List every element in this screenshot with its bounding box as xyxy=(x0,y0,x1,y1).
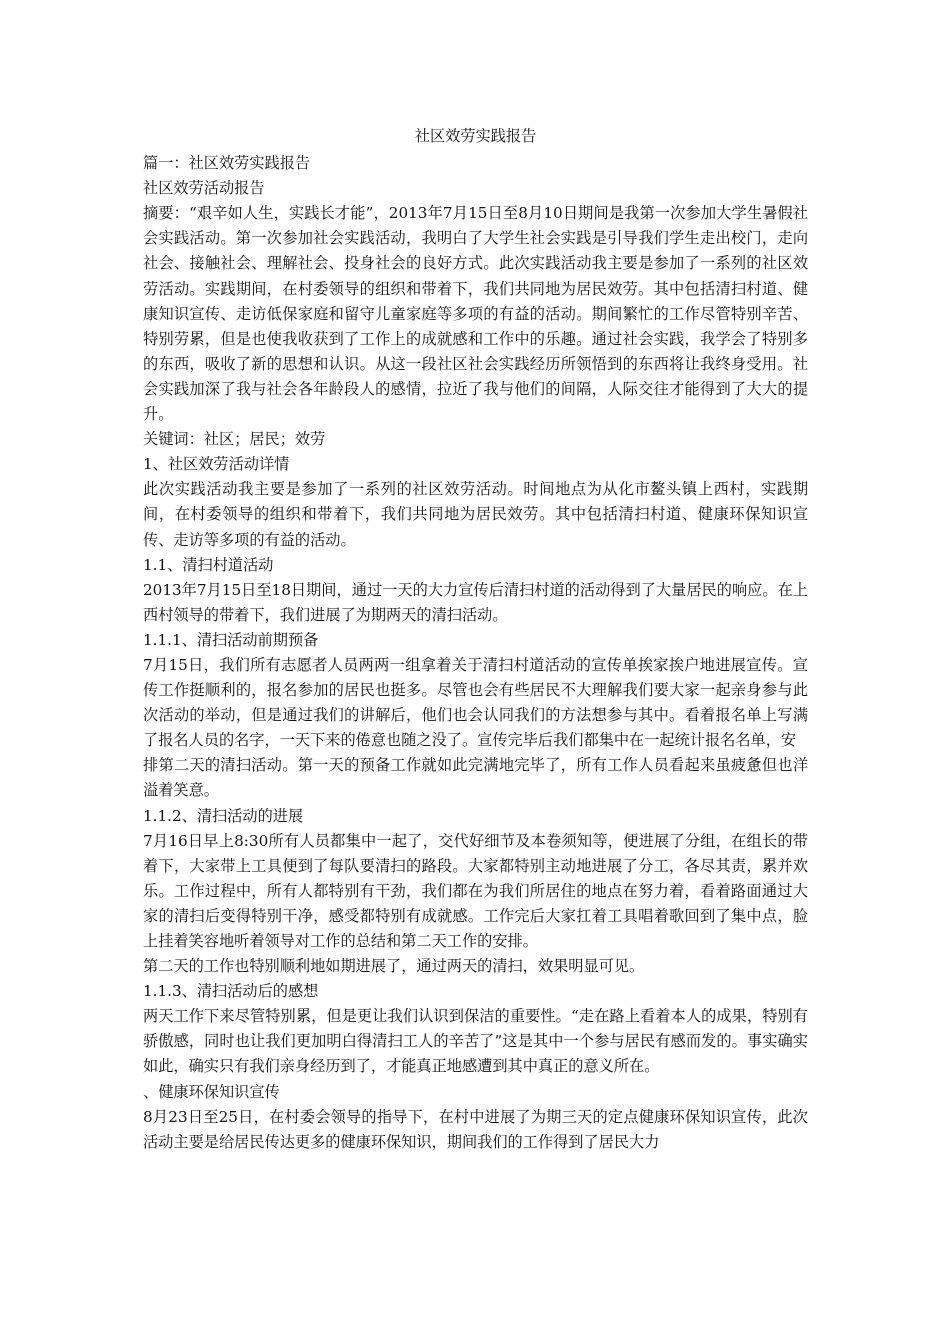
paragraph: 1.1.2、清扫活动的进展 xyxy=(143,806,304,825)
paragraph: 2013年7月15日至18日期间，通过一天的大力宣传后清扫村道的活动得到了大量居民的响应。在上西村领导的带着下，我们进展了为期两天的清扫活动。 xyxy=(143,580,808,624)
paragraph: 1.1、清扫村道活动 xyxy=(143,555,274,574)
document-body xyxy=(143,124,808,1155)
paragraph: 此次实践活动我主要是参加了一系列的社区效劳活动。时间地点为从化市鳌头镇上西村，实践期间，在村委领导的组织和带着下，我们共同地为居民效劳。其中包括清扫村道、健康环保知识宣传、走访等多项的有益的活动。 xyxy=(143,480,808,549)
paragraph: 1、社区效劳活动详情 xyxy=(143,455,290,474)
paragraph: 社区效劳活动报告 xyxy=(143,179,265,198)
paragraph: 两天工作下来尽管特别累，但是更让我们认识到保洁的重要性。“走在路上看着本人的成果，特别有骄傲感，同时也让我们更加明白得清扫工人的辛苦了”这是其中一个参与居民有感而发的。事实确实如此，确实只有我们亲身经历到了，才能真正地感遭到其中真正的意义所在。 xyxy=(143,1007,808,1076)
paragraph: 8月23日至25日，在村委会领导的指导下，在村中进展了为期三天的定点健康环保知识宣传，此次活动主要是给居民传达更多的健康环保知识，期间我们的工作得到了居民大力 xyxy=(143,1107,808,1151)
paragraph: 1.1.1、清扫活动前期预备 xyxy=(143,630,319,649)
paragraph: 7月16日早上8:30所有人员都集中一起了，交代好细节及本卷须知等，便进展了分组，在组长的带着下，大家带上工具便到了每队要清扫的路段。大家都特别主动地进展了分工，各尽其责，累并欢乐。工作过程中，所有人都特别有干劲，我们都在为我们所居住的地点在努力着，看着路面通过大家的清扫后变得特别干净，感受都特别有成就感。工作完后大家扛着工具唱着歌回到了集中点，脸上挂着笑容地听着领导对工作的总结和第二天工作的安排。 xyxy=(143,831,808,950)
paragraph: 第二天的工作也特别顺利地如期进展了，通过两天的清扫，效果明显可见。 xyxy=(143,957,645,976)
document-title: 社区效劳实践报告 xyxy=(414,127,537,145)
paragraph: 排第二天的清扫活动。第一天的预备工作就如此完满地完毕了，所有工作人员看起来虽疲惫但也洋溢着笑意。 xyxy=(143,756,808,800)
paragraph: 篇一：社区效劳实践报告 xyxy=(143,154,311,173)
paragraph: 关键词：社区；居民；效劳 xyxy=(143,430,326,449)
paragraph: 7月15日，我们所有志愿者人员两两一组拿着关于清扫村道活动的宣传单挨家挨户地进展宣传。宣传工作挺顺利的，报名参加的居民也挺多。尽管也会有些居民不大理解我们要大家一起亲身参与此次活动的举动，但是通过我们的讲解后，他们也会认同我们的方法想参与其中。看着报名单上写满了报名人员的名字，一天下来的倦意也随之没了。宣传完毕后我们都集中在一起统计报名名单，安 xyxy=(143,655,808,750)
paragraph: 1.1.3、清扫活动后的感想 xyxy=(143,982,319,1001)
paragraph: 、健康环保知识宣传 xyxy=(143,1082,280,1101)
paragraph: 摘要：“艰辛如人生，实践长才能”，2013年7月15日至8月10日期间是我第一次参加大学生暑假社会实践活动。第一次参加社会实践活动，我明白了大学生社会实践是引导我们学生走出校门，走向社会、接触社会、理解社会、投身社会的良好方式。此次实践活动我主要是参加了一系列的社区效劳活动。实践期间，在村委领导的组织和带着下，我们共同地为居民效劳。其中包括清扫村道、健康知识宣传、走访低保家庭和留守儿童家庭等多项的有益的活动。期间繁忙的工作尽管特别辛苦、特别劳累，但是也使我收获到了工作上的成就感和工作中的乐趣。通过社会实践，我学会了特别多的东西，吸收了新的思想和认识。从这一段社区社会实践经历所领悟到的东西将让我终身受用。社会实践加深了我与社会各年龄段人的感情，拉近了我与他们的间隔，人际交往才能得到了大大的提升。 xyxy=(143,204,808,424)
